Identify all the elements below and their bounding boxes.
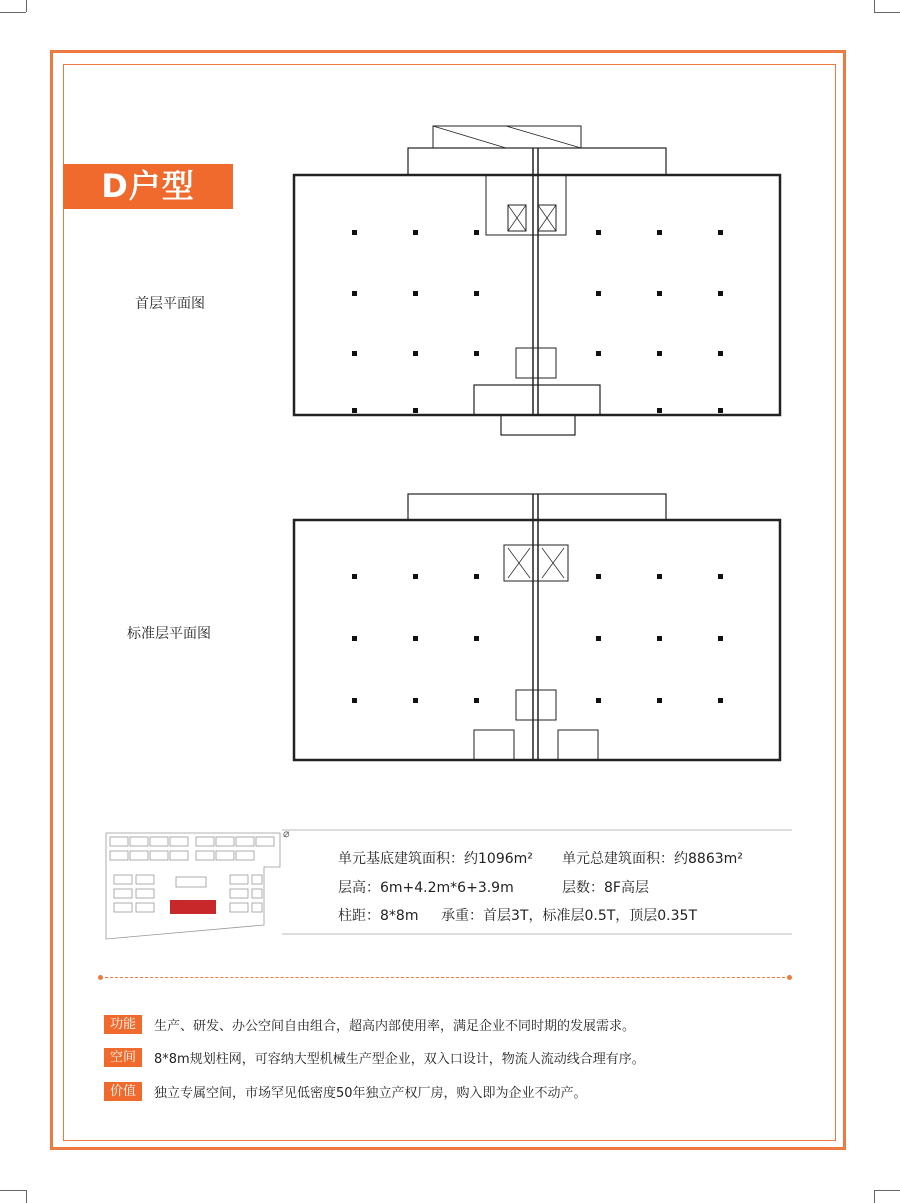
feature-value [104, 1081, 587, 1101]
site-map [104, 827, 284, 942]
feature-text: 8*8m规划柱网，可容纳大型机械生产型企业，双入口设计，物流人流动线合理有序。 [154, 1052, 645, 1067]
ground-floor-label: 首层平面图 [135, 296, 205, 312]
feature-function [104, 1014, 635, 1034]
standard-floor-label: 标准层平面图 [127, 626, 211, 642]
feature-text: 独立专属空间，市场罕见低密度50年独立产权厂房，购入即为企业不动产。 [154, 1086, 587, 1101]
feature-tag: 价值 [104, 1082, 142, 1101]
ground-floor-plan [286, 120, 786, 440]
crop-mark [874, 1190, 900, 1191]
unit-type-title: D户型 [63, 164, 233, 209]
crop-mark [26, 0, 27, 12]
base-area: 单元基底建筑面积：约1096m² [338, 851, 533, 867]
feature-space [104, 1047, 645, 1067]
crop-mark [874, 1190, 875, 1203]
feature-tag: 空间 [104, 1048, 142, 1067]
standard-floor-plan [286, 490, 786, 765]
load-capacity: 承重：首层3T，标准层0.5T，顶层0.35T [441, 908, 697, 924]
crop-mark [0, 1190, 26, 1191]
crop-mark [26, 1190, 27, 1203]
floor-count: 层数：8F高层 [562, 880, 649, 896]
column-grid: 柱距：8*8m [338, 908, 419, 924]
highlighted-building [170, 900, 216, 914]
section-divider [100, 977, 790, 978]
total-area: 单元总建筑面积：约8863m² [562, 851, 743, 867]
crop-mark [874, 12, 900, 13]
feature-text: 生产、研发、办公空间自由组合，超高内部使用率，满足企业不同时期的发展需求。 [154, 1019, 636, 1034]
feature-tag: 功能 [104, 1015, 142, 1034]
floor-height: 层高：6m+4.2m*6+3.9m [338, 880, 514, 896]
crop-mark [0, 12, 26, 13]
crop-mark [874, 0, 875, 12]
north-arrow-icon: ⌀ [283, 827, 290, 840]
